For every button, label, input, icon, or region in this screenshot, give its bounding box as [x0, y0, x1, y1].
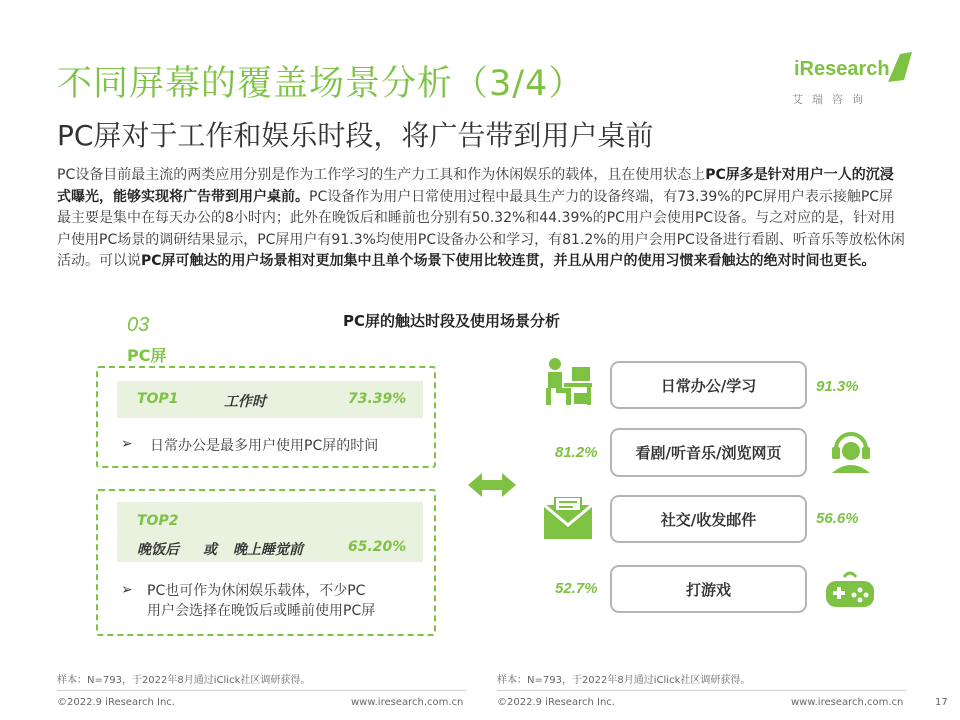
scenario-value-email: 56.6% — [816, 510, 859, 527]
top1-note: 日常办公是最多用户使用PC屏的时间 — [150, 438, 379, 454]
top1-rank: TOP1 — [137, 391, 179, 407]
intro-bold-1: PC屏多是针对用户一人的沉浸式曝光，能够实现将广告带到用户桌前。 — [57, 167, 894, 205]
top2-or: 或 — [203, 542, 217, 558]
scenario-value-office: 91.3% — [816, 378, 859, 395]
url-left: www.iresearch.com.cn — [351, 697, 464, 708]
top2-period-a: 晚饭后 — [137, 542, 179, 558]
intro-paragraph — [57, 165, 907, 273]
section-number: 03 — [127, 314, 150, 336]
page-title: 不同屏幕的覆盖场景分析（3/4） — [57, 64, 585, 104]
double-arrow-icon — [468, 470, 516, 500]
footer-rule-right — [497, 690, 906, 691]
intro-text-1: PC设备目前最主流的两类应用分别是作为工作学习的生产力工具和作为休闲娱乐的载体，且在使用状态上 — [57, 167, 706, 183]
top1-value: 73.39% — [348, 391, 407, 407]
top2-note-line2: 用户会选择在晚饭后或睡前使用PC屏 — [147, 603, 376, 619]
gamepad-icon — [824, 569, 876, 609]
section-label: PC屏 — [127, 346, 167, 365]
logo-chinese: 艾瑞咨询 — [792, 93, 872, 106]
scenario-value-media: 81.2% — [555, 444, 598, 461]
sample-note-left: 样本：N=793，于2022年8月通过iClick社区调研获得。 — [57, 675, 311, 686]
page-subtitle: PC屏对于工作和娱乐时段，将广告带到用户桌前 — [57, 119, 654, 152]
top2-period-b: 晚上睡觉前 — [233, 542, 303, 558]
logo-wordmark: iResearch — [794, 58, 890, 80]
scenario-pill-office: 日常办公/学习 — [610, 361, 807, 409]
top2-rank: TOP2 — [137, 513, 179, 529]
top1-period: 工作时 — [224, 394, 266, 410]
footer-rule-left — [57, 690, 466, 691]
sample-note-right: 样本：N=793，于2022年8月通过iClick社区调研获得。 — [497, 675, 751, 686]
top2-value: 65.20% — [348, 539, 407, 555]
scenario-pill-email: 社交/收发邮件 — [610, 495, 807, 543]
mail-envelope-icon — [543, 497, 593, 541]
url-right: www.iresearch.com.cn — [791, 697, 904, 708]
intro-text-2: PC设备作为用户日常使用过程中最具生产力的设备终端，有73.39%的PC屏用户表示接触PC屏最主要是集中在每天办公的8小时内；此外在晚饭后和睡前也分别有50.32%和44.39%的PC用户会使用PC设备。与之对应的是，针对用户使用PC场景的调研结果显示，PC屏用户有91.3%均使用PC设备办公和学习，有81.2%的用户会用PC设备进行看剧、听音乐等放松休闲活动。可以说 — [57, 188, 905, 269]
copyright-right: ©2022.9 iResearch Inc. — [497, 697, 615, 708]
top1-bullet: ➢ — [121, 436, 133, 452]
top2-bullet: ➢ — [121, 582, 133, 598]
iresearch-logo — [792, 50, 917, 120]
headphones-person-icon — [826, 427, 876, 473]
scenario-pill-games: 打游戏 — [610, 565, 807, 613]
copyright-left: ©2022.9 iResearch Inc. — [57, 697, 175, 708]
scenario-pill-media: 看剧/听音乐/浏览网页 — [610, 428, 807, 477]
intro-bold-2: PC屏可触达的用户场景相对更加集中且单个场景下使用比较连贯，并且从用户的使用习惯来看触达的绝对时间也更长。 — [141, 253, 876, 269]
scenario-value-games: 52.7% — [555, 580, 598, 597]
office-worker-icon — [540, 355, 594, 409]
chart-title: PC屏的触达时段及使用场景分析 — [343, 312, 561, 330]
top2-note-line1: PC也可作为休闲娱乐载体，不少PC — [147, 583, 366, 599]
page-number: 17 — [935, 697, 948, 708]
